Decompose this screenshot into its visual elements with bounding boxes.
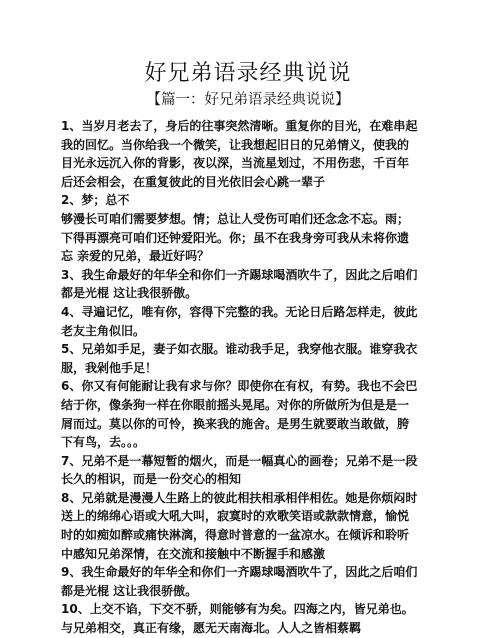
text-line: 目光永远沉入你的背影，夜以深，当流星划过，不用伤悲，千百年 xyxy=(61,156,410,171)
text-line: 时的如痴如醉或痛快淋漓，得意时普意的一盆凉水。在倾诉和聆听 xyxy=(61,528,410,543)
text-line: 忘 亲爱的兄弟，最近好吗？ xyxy=(61,249,210,264)
text-line: 都是光棍 这让我很骄傲。 xyxy=(61,583,198,598)
text-line: 与兄弟相交，真正有缘，愿无天南海北。人人之皆相蔡羁 xyxy=(61,621,362,636)
text-line: 老友主角似旧。 xyxy=(61,323,146,338)
text-line: 我的回忆。当你给我一个微笑，让我想起旧日的兄弟情义，使我的 xyxy=(61,137,410,152)
text-line: 结于你，像条狗一样在你眼前摇头晃尾。对你的所做所为但是是一 xyxy=(61,397,410,412)
section-heading: 【篇一：好兄弟语录经典说说】 xyxy=(146,92,350,108)
text-line: 10、上交不谄，下交不骄，则能够有为矣。四海之内，皆兄弟也。 xyxy=(61,602,414,617)
text-line: 7、兄弟不是一幕短暂的烟火，而是一幅真心的画卷；兄弟不是一段 xyxy=(61,453,418,468)
text-line: 长久的相识，而是一份交心的相知 xyxy=(61,472,242,487)
text-line: 3、我生命最好的年华全和你们一齐踢球喝酒吹牛了，因此之后咱们 xyxy=(61,267,418,282)
text-line: 下有鸟，去。。。 xyxy=(61,435,146,450)
document-body xyxy=(61,117,443,638)
document-title: 好兄弟语录经典说说 xyxy=(144,61,352,86)
text-line: 服，我剁他手足！ xyxy=(61,360,158,375)
text-line: 屑而过。莫以你的可怜，换来我的施舍。是男生就要敢当敢做，胯 xyxy=(61,416,410,431)
text-line: 后还会相会，在重复彼此的目光依旧会心跳一辈子 xyxy=(61,174,326,189)
text-line: 中感知兄弟深情，在交流和接触中不断握手和感激 xyxy=(61,546,326,561)
text-line: 下得再漂亮可咱们还钟爱阳光。你；虽不在我身旁可我从未将你遗 xyxy=(61,230,410,245)
text-line: 8、兄弟就是漫漫人生路上的彼此相扶相承相伴相佐。她是你烦闷时 xyxy=(61,490,418,505)
text-line: 6、你又有何能耐让我有求与你？即使你在有权，有势。我也不会巴 xyxy=(61,379,418,394)
text-line: 1、当岁月老去了，身后的往事突然清晰。重复你的目光，在难串起 xyxy=(61,119,418,133)
text-line: 够漫长可咱们需要梦想。情；总让人受伤可咱们还念念不忘。雨； xyxy=(61,211,410,226)
text-line: 送上的绵绵心语或大吼大叫，寂寞时的欢歌笑语或款款情意，愉悦 xyxy=(61,509,410,524)
text-line: 9、我生命最好的年华全和你们一齐踢球喝酒吹牛了，因此之后咱们 xyxy=(61,565,418,580)
text-line: 都是光棍 这让我很骄傲。 xyxy=(61,286,198,301)
text-line: 4、寻遍记忆，唯有你，容得下完整的我。无论日后路怎样走，彼此 xyxy=(61,304,418,319)
text-line: 2、梦；总不 xyxy=(61,193,130,208)
text-line: 5、兄弟如手足，妻子如衣服。谁动我手足，我穿他衣服。谁穿我衣 xyxy=(61,342,418,357)
